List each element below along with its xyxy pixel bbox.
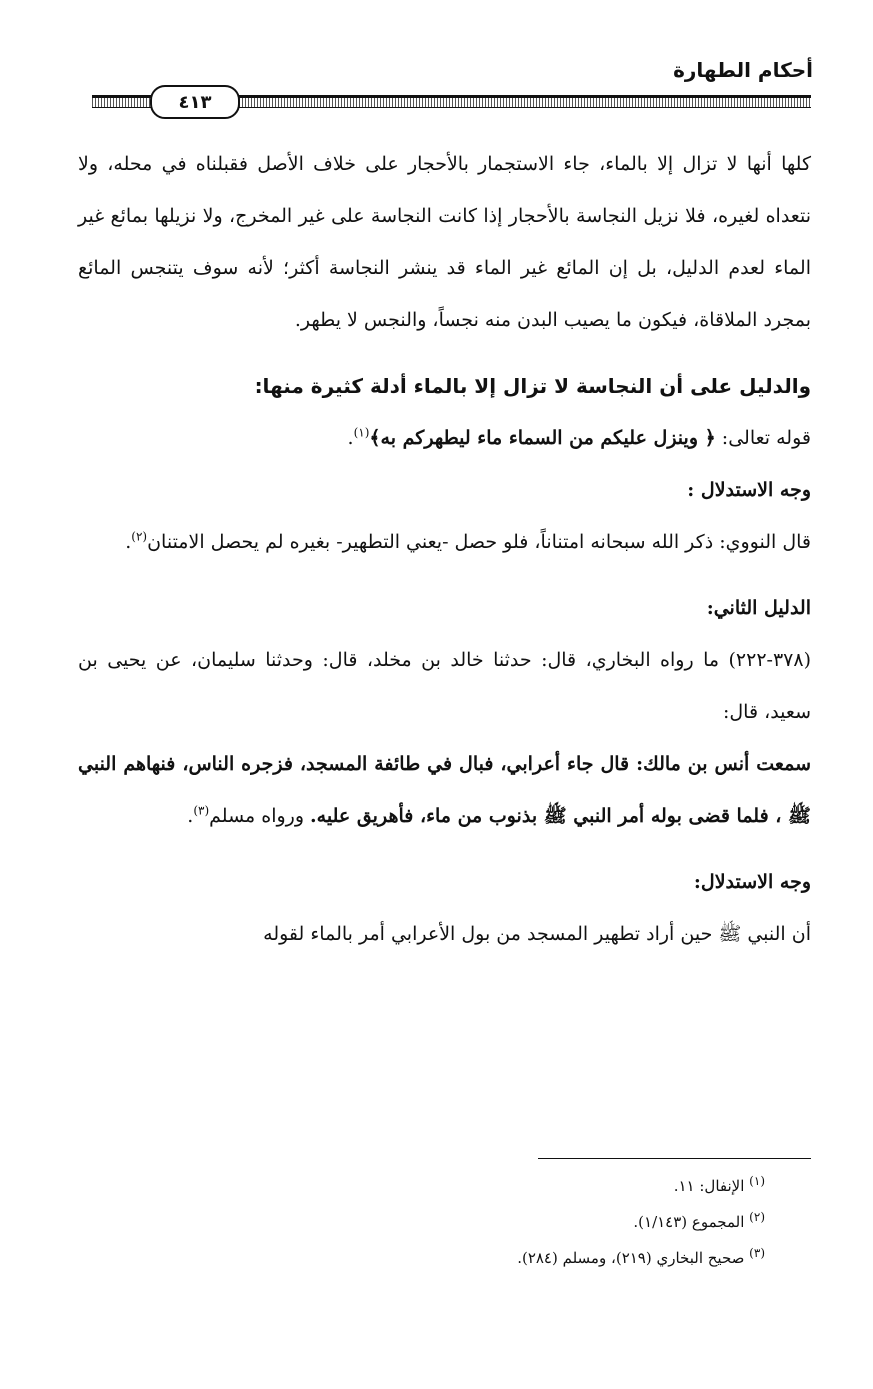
footnote-1	[78, 1168, 765, 1204]
hadith-muslim: ورواه مسلم	[209, 805, 311, 827]
footnotes	[78, 1168, 765, 1276]
hadith-matn: سمعت أنس بن مالك: قال جاء أعرابي، فبال في طائفة المسجد، فزجره الناس، فنهاهم النبي ﷺ ، فلما قضى بوله أمر النبي ﷺ بذنوب من ماء، فأهريق عليه.	[78, 753, 811, 827]
footnote-ref-3[interactable]: (٣)	[193, 803, 210, 818]
nawawi-text: قال النووي: ذكر الله سبحانه امتناناً، فلو حصل -يعني التطهير- بغيره لم يحصل الامتنان	[147, 531, 811, 553]
wajh-heading-1: وجه الاستدلال :	[687, 479, 811, 501]
quran-quote-line	[78, 412, 811, 464]
hadith-end: .	[187, 805, 194, 827]
paragraph-istijmar: كلها أنها لا تزال إلا بالماء، جاء الاستجمار بالأحجار على خلاف الأصل فقبلناه في محله، ولا نتعداه لغيره، فلا نزيل النجاسة بالأحجار إذا كانت النجاسة على غير المخرج، ولا نزيلها بمائع غير الماء لعدم الدليل، بل إن المائع غير الماء قد ينشر النجاسة أكثر؛ لأنه سوف يتنجس المائع بمجرد الملاقاة، فيكون ما يصيب البدن منه نجساً، والنجس لا يطهر.	[78, 153, 811, 331]
spacer	[78, 568, 811, 582]
footnote-mark: (١)	[749, 1174, 765, 1188]
section-heading-second-evidence: الدليل الثاني:	[706, 597, 811, 619]
hadith-isnad: (٣٧٨-٢٢٢) ما رواه البخاري، قال: حدثنا خالد بن مخلد، قال: وحدثنا سليمان، عن يحيى بن سعيد، قال:	[78, 649, 811, 723]
footnote-mark: (٣)	[749, 1246, 765, 1260]
quote-end: .	[347, 427, 354, 449]
spacer	[78, 346, 811, 360]
hadith-text	[78, 738, 811, 842]
running-title: أحكام الطهارة	[673, 58, 813, 82]
footnote-text: المجموع (١/١٤٣).	[633, 1213, 745, 1231]
nawawi-end: .	[125, 531, 132, 553]
nawawi-quote	[78, 516, 811, 568]
footnote-text: الإنفال: ١١.	[673, 1177, 745, 1195]
footnote-ref-2[interactable]: (٢)	[131, 529, 148, 544]
quran-verse: ﴿ وينزل عليكم من السماء ماء ليطهركم به﴾	[369, 427, 716, 449]
last-line: أن النبي ﷺ حين أراد تطهير المسجد من بول الأعرابي أمر بالماء لقوله	[263, 923, 811, 945]
page-number-frame	[150, 85, 240, 119]
footnote-text: صحيح البخاري (٢١٩)، ومسلم (٢٨٤).	[517, 1249, 745, 1267]
main-text	[78, 138, 811, 960]
footnote-divider	[538, 1158, 811, 1159]
wajh-heading-2: وجه الاستدلال:	[693, 871, 811, 893]
footnote-ref-1[interactable]: (١)	[353, 425, 370, 440]
footnote-mark: (٢)	[749, 1210, 765, 1224]
spacer	[78, 842, 811, 856]
page-number: ٤١٣	[178, 91, 212, 113]
footnote-2	[78, 1204, 765, 1240]
section-heading-evidence: والدليل على أن النجاسة لا تزال إلا بالماء أدلة كثيرة منها:	[254, 374, 811, 398]
footnote-3	[78, 1240, 765, 1276]
quote-intro: قوله تعالى:	[715, 427, 811, 449]
